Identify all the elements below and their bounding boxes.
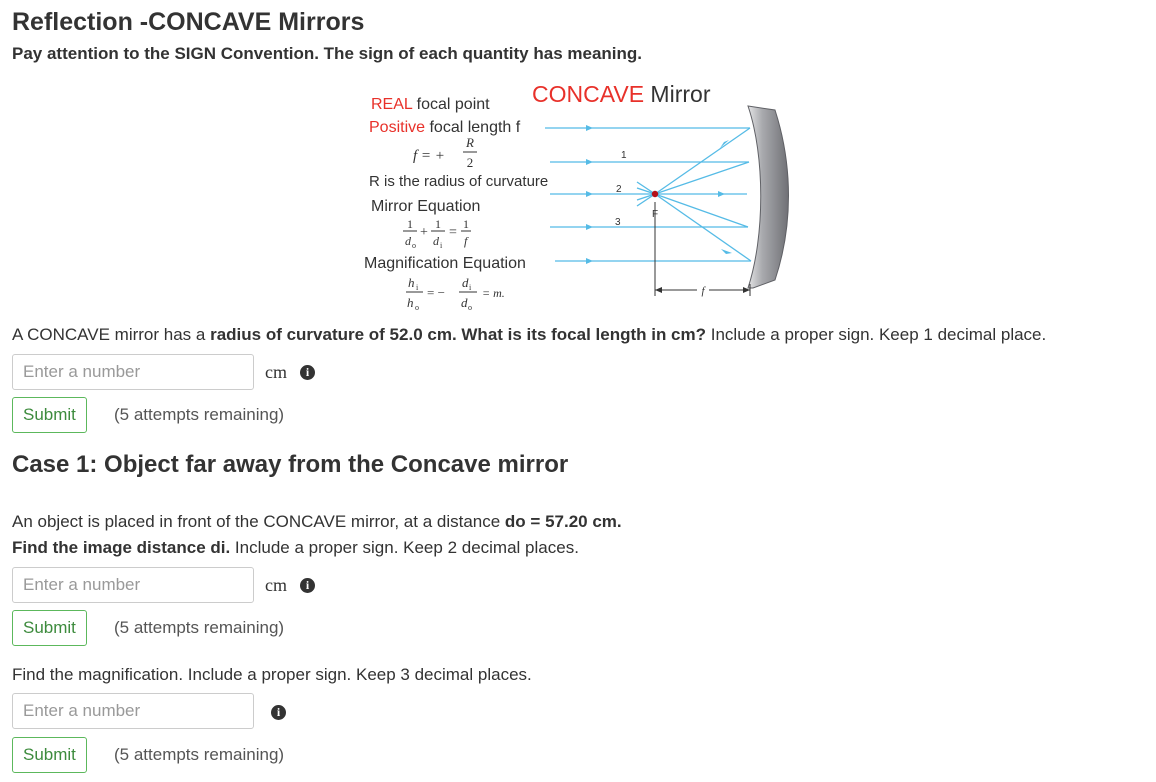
svg-text:+: + bbox=[420, 225, 428, 240]
q3-submit-button[interactable]: Submit bbox=[12, 737, 87, 773]
f-equation-denominator: 2 bbox=[466, 155, 474, 170]
mirror-equation-label: Mirror Equation bbox=[371, 198, 481, 215]
concave-mirror-figure bbox=[355, 76, 795, 318]
figure-title-rest: Mirror bbox=[644, 81, 711, 107]
mirror-diagram bbox=[355, 76, 795, 318]
q3-magnification-input[interactable] bbox=[12, 693, 254, 729]
svg-text:d: d bbox=[433, 234, 439, 248]
svg-text:h: h bbox=[407, 295, 414, 310]
magnification-equation-label: Magnification Equation bbox=[364, 255, 526, 272]
svg-text:1: 1 bbox=[463, 217, 469, 231]
svg-text:d: d bbox=[461, 295, 468, 310]
case1-image-distance-prompt: Find the image distance di. Include a proper sign. Keep 2 decimal places. bbox=[12, 538, 579, 557]
q3-info-icon[interactable]: i bbox=[271, 705, 286, 720]
real-focal-point-text: REAL focal point bbox=[371, 96, 490, 113]
f-equation-left: f = + bbox=[413, 148, 445, 164]
page-title: Reflection -CONCAVE Mirrors bbox=[12, 8, 365, 36]
q1-attempts-remaining: (5 attempts remaining) bbox=[114, 405, 285, 424]
svg-text:= −: = − bbox=[427, 285, 445, 300]
case1-submit-button[interactable]: Submit bbox=[12, 610, 87, 646]
svg-text:i: i bbox=[440, 241, 443, 250]
q1-submit-button[interactable]: Submit bbox=[12, 397, 87, 433]
ray-label-3: 3 bbox=[615, 217, 621, 228]
figure-title-red: CONCAVE bbox=[532, 81, 645, 107]
svg-text:1: 1 bbox=[435, 217, 441, 231]
mirror-equation bbox=[403, 217, 471, 250]
svg-text:d: d bbox=[405, 234, 411, 248]
svg-text:o: o bbox=[415, 303, 419, 312]
figure-title bbox=[532, 81, 711, 107]
svg-text:f: f bbox=[464, 234, 468, 248]
svg-text:h: h bbox=[408, 275, 415, 290]
q3-magnification-prompt: Find the magnification. Include a proper sign. Keep 3 decimal places. bbox=[12, 665, 532, 684]
svg-text:i: i bbox=[416, 283, 419, 292]
q1-prompt: A CONCAVE mirror has a radius of curvature of 52.0 cm. What is its focal length in cm? Include a proper sign. Keep 1 decimal place. bbox=[12, 325, 1047, 344]
q1-focal-length-input[interactable] bbox=[12, 354, 254, 390]
f-dim-label: f bbox=[701, 285, 705, 297]
svg-text:d: d bbox=[462, 275, 469, 290]
case1-attempts-remaining: (5 attempts remaining) bbox=[114, 618, 285, 637]
magnification-equation bbox=[406, 275, 505, 312]
concave-mirror bbox=[748, 106, 789, 288]
svg-text:i: i bbox=[469, 283, 472, 292]
ray-label-1: 1 bbox=[621, 150, 627, 161]
focal-label: F bbox=[652, 209, 659, 220]
radius-note: R is the radius of curvature bbox=[369, 173, 549, 190]
q1-unit: cm bbox=[265, 362, 287, 382]
case1-unit: cm bbox=[265, 575, 287, 595]
svg-text:1: 1 bbox=[407, 217, 413, 231]
q3-attempts-remaining: (5 attempts remaining) bbox=[114, 745, 285, 764]
svg-text:= m.: = m. bbox=[482, 286, 505, 300]
case1-heading: Case 1: Object far away from the Concave mirror bbox=[12, 451, 569, 478]
focal-point-dot bbox=[652, 191, 658, 197]
positive-focal-length-text: Positive focal length f bbox=[369, 119, 521, 136]
page-subtitle: Pay attention to the SIGN Convention. The sign of each quantity has meaning. bbox=[12, 44, 643, 63]
q1-info-icon[interactable]: i bbox=[300, 365, 315, 380]
svg-text:o: o bbox=[468, 303, 472, 312]
f-equation-numerator: R bbox=[466, 135, 474, 150]
ray-label-2: 2 bbox=[616, 184, 622, 195]
case1-info-icon[interactable]: i bbox=[300, 578, 315, 593]
svg-text:o: o bbox=[412, 241, 416, 250]
svg-text:=: = bbox=[449, 225, 457, 240]
case1-object-distance-text: An object is placed in front of the CONCAVE mirror, at a distance do = 57.20 cm. bbox=[12, 512, 622, 531]
case1-image-distance-input[interactable] bbox=[12, 567, 254, 603]
